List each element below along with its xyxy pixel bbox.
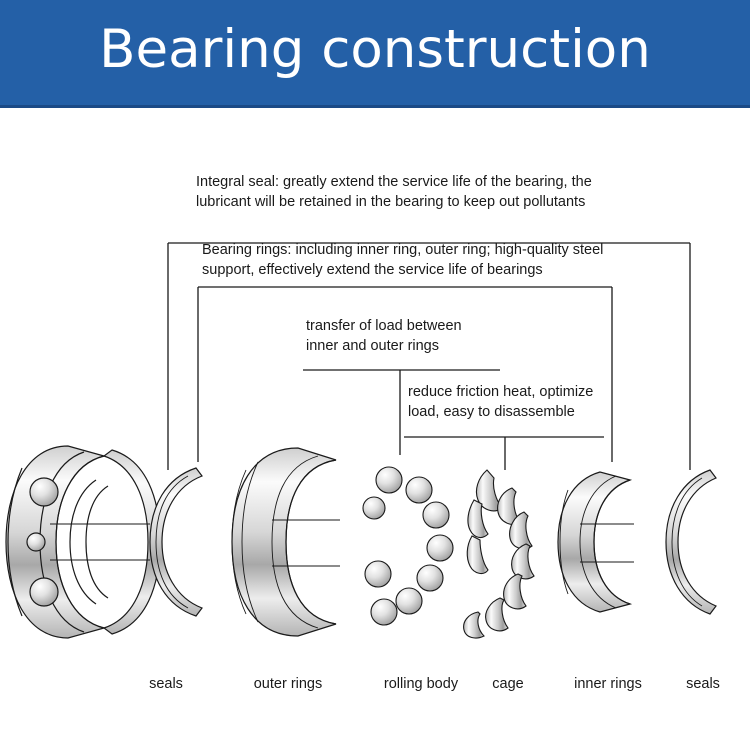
label-rolling-body: rolling body	[383, 676, 459, 692]
rolling-body-callout-line-2: inner and outer rings	[306, 338, 439, 354]
part-outer-ring	[232, 448, 340, 636]
part-seal-right	[666, 470, 716, 614]
part-inner-ring	[558, 472, 634, 612]
cage-callout-line-2: load, easy to disassemble	[408, 404, 575, 420]
label-cage: cage	[492, 676, 524, 692]
label-inner-rings: inner rings	[574, 676, 642, 692]
seal-callout-line-1: Integral seal: greatly extend the service life of the bearing, the	[196, 174, 592, 190]
part-cage	[464, 470, 534, 638]
part-seal-left	[150, 468, 202, 616]
label-seals-left: seals	[149, 676, 183, 692]
rings-callout-line-1: Bearing rings: including inner ring, outer ring; high-quality steel	[202, 242, 604, 258]
cage-callout-line-1: reduce friction heat, optimize	[408, 384, 594, 400]
part-assembly	[6, 446, 160, 638]
seal-callout-line-2: lubricant will be retained in the bearing to keep out pollutants	[196, 194, 586, 210]
rolling-body-callout-line-1: transfer of load between	[306, 318, 462, 334]
label-seals-right: seals	[686, 676, 720, 692]
label-outer-rings: outer rings	[253, 676, 323, 692]
rings-callout-line-2: support, effectively extend the service life of bearings	[202, 262, 543, 278]
part-rolling-body	[363, 467, 453, 625]
page-title: Bearing construction	[99, 19, 651, 80]
